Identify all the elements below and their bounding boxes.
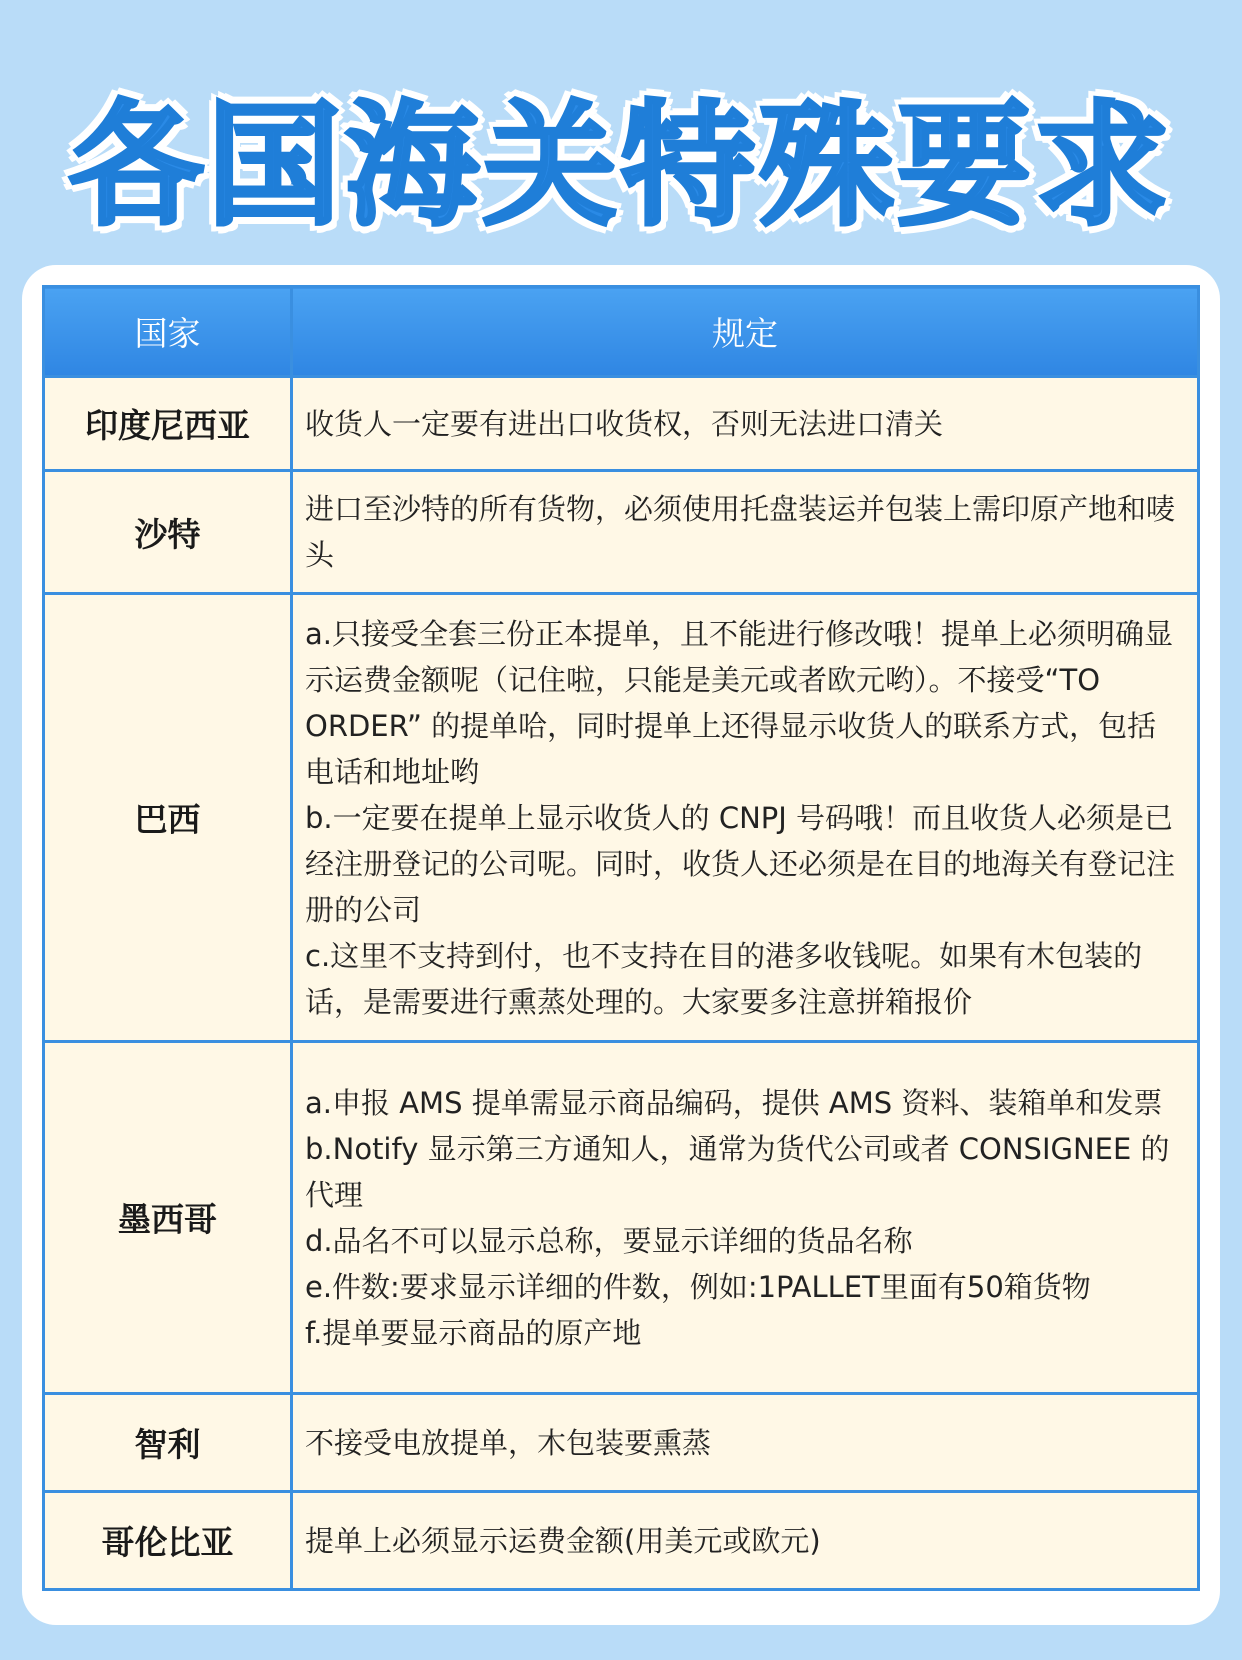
rule-line: e.件数:要求显示详细的件数，例如:1PALLET里面有50箱货物 [305,1269,1091,1304]
table-row [44,1394,1199,1492]
country-cell: 沙特 [44,471,292,594]
table-row [44,1492,1199,1590]
title-banner [0,60,1242,250]
rule-cell [292,471,1199,594]
header-rule: 规定 [292,287,1199,377]
rule-line: 进口至沙特的所有货物，必须使用托盘装运并包装上需印原产地和唛头 [305,492,1176,572]
rule-line: b.一定要在提单上显示收货人的 CNPJ 号码哦！而且收货人必须是已经注册登记的公司呢。同时，收货人还必须是在目的地海关有登记注册的公司 [305,800,1176,927]
rule-line: 不接受电放提单，木包装要熏蒸 [305,1425,712,1460]
country-cell: 智利 [44,1394,292,1492]
rule-cell [292,1492,1199,1590]
country-cell: 墨西哥 [44,1042,292,1394]
country-cell: 巴西 [44,594,292,1042]
rule-line: d.品名不可以显示总称，要显示详细的货品名称 [305,1223,913,1258]
customs-rules-table [42,285,1200,1591]
rule-line: 提单上必须显示运费金额(用美元或欧元) [305,1523,821,1558]
rule-line: a.只接受全套三份正本提单，且不能进行修改哦！提单上必须明确显示运费金额呢（记住啦，只能是美元或者欧元哟）。不接受“TO ORDER” 的提单哈，同时提单上还得显示收货人的联系方式，包括电话和地址哟 [305,616,1173,789]
country-cell: 哥伦比亚 [44,1492,292,1590]
table-row [44,471,1199,594]
header-country: 国家 [44,287,292,377]
rule-line: b.Notify 显示第三方通知人，通常为货代公司或者 CONSIGNEE 的代理 [305,1131,1170,1212]
rule-line: f.提单要显示商品的原产地 [305,1315,642,1350]
rule-line: 收货人一定要有进出口收货权，否则无法进口清关 [305,406,944,441]
page-title: 各国海关特殊要求 [68,88,1173,244]
table-row [44,1042,1199,1394]
rule-line: c.这里不支持到付，也不支持在目的港多收钱呢。如果有木包装的话，是需要进行熏蒸处理的。大家要多注意拼箱报价 [305,938,1143,1019]
table-row [44,594,1199,1042]
rule-cell [292,1394,1199,1492]
table-header-row [44,287,1199,377]
table-row [44,377,1199,471]
country-cell: 印度尼西亚 [44,377,292,471]
rule-cell [292,377,1199,471]
rule-cell [292,1042,1199,1394]
rule-line: a.申报 AMS 提单需显示商品编码，提供 AMS 资料、装箱单和发票 [305,1085,1163,1120]
rule-cell [292,594,1199,1042]
